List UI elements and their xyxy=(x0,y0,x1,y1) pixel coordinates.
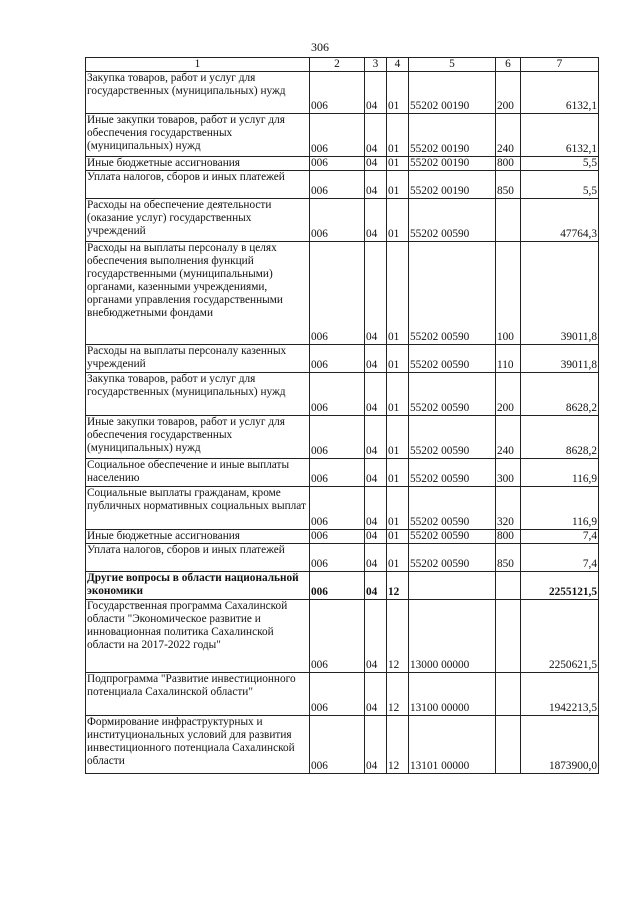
section-cell: 04 xyxy=(365,72,387,114)
subsection-cell: 12 xyxy=(387,600,409,673)
expense-type-cell: 240 xyxy=(496,416,521,459)
expense-type-cell: 200 xyxy=(496,373,521,416)
ministry-code-cell: 006 xyxy=(310,199,365,242)
subsection-cell: 12 xyxy=(387,716,409,774)
expense-name-cell: Социальное обеспечение и иные выплаты населению xyxy=(86,459,310,487)
ministry-code-cell: 006 xyxy=(310,459,365,487)
ministry-code-cell: 006 xyxy=(310,716,365,774)
expense-type-cell: 110 xyxy=(496,345,521,373)
expense-type-cell: 200 xyxy=(496,72,521,114)
expense-name-cell: Расходы на обеспечение деятельности (оказание услуг) государственных учреждений xyxy=(86,199,310,242)
ministry-code-cell: 006 xyxy=(310,373,365,416)
ministry-code-cell: 006 xyxy=(310,171,365,199)
table-row xyxy=(86,572,599,600)
amount-cell: 116,9 xyxy=(521,459,599,487)
ministry-code-cell: 006 xyxy=(310,345,365,373)
target-article-cell: 55202 00590 xyxy=(409,373,496,416)
expense-type-cell: 100 xyxy=(496,242,521,345)
subsection-cell: 01 xyxy=(387,157,409,171)
column-header: 4 xyxy=(387,58,409,72)
ministry-code-cell: 006 xyxy=(310,600,365,673)
expense-type-cell xyxy=(496,716,521,774)
column-header: 7 xyxy=(521,58,599,72)
section-cell: 04 xyxy=(365,716,387,774)
table-row xyxy=(86,72,599,114)
expense-name-cell: Государственная программа Сахалинской области "Экономическое развитие и инновационная политика Сахалинской области на 2017-2022 годы" xyxy=(86,600,310,673)
target-article-cell xyxy=(409,572,496,600)
table-row xyxy=(86,716,599,774)
ministry-code-cell: 006 xyxy=(310,544,365,572)
section-cell: 04 xyxy=(365,373,387,416)
expense-type-cell: 800 xyxy=(496,157,521,171)
expense-name-cell: Уплата налогов, сборов и иных платежей xyxy=(86,171,310,199)
ministry-code-cell: 006 xyxy=(310,416,365,459)
table-row xyxy=(86,673,599,716)
section-cell: 04 xyxy=(365,242,387,345)
table-row xyxy=(86,600,599,673)
expense-name-cell: Социальные выплаты гражданам, кроме публичных нормативных социальных выплат xyxy=(86,487,310,530)
expense-name-cell: Иные закупки товаров, работ и услуг для обеспечения государственных (муниципальных) нужд xyxy=(86,114,310,157)
page-number: 306 xyxy=(311,40,329,54)
ministry-code-cell: 006 xyxy=(310,72,365,114)
amount-cell: 8628,2 xyxy=(521,416,599,459)
amount-cell: 7,4 xyxy=(521,544,599,572)
table-row xyxy=(86,416,599,459)
amount-cell: 1942213,5 xyxy=(521,673,599,716)
expense-name-cell: Расходы на выплаты персоналу в целях обеспечения выполнения функций государственными (муниципальными) органами, казенными учреждениями, органами управления государственными внебюджетными фондами xyxy=(86,242,310,345)
expense-name-cell: Иные бюджетные ассигнования xyxy=(86,157,310,171)
ministry-code-cell: 006 xyxy=(310,114,365,157)
table-row xyxy=(86,487,599,530)
ministry-code-cell: 006 xyxy=(310,572,365,600)
table-row xyxy=(86,171,599,199)
target-article-cell: 55202 00590 xyxy=(409,544,496,572)
budget-table xyxy=(85,57,599,774)
expense-name-cell: Формирование инфраструктурных и институциональных условий для развития инвестиционного потенциала Сахалинской области xyxy=(86,716,310,774)
amount-cell: 2255121,5 xyxy=(521,572,599,600)
target-article-cell: 55202 00590 xyxy=(409,199,496,242)
subsection-cell: 12 xyxy=(387,673,409,716)
target-article-cell: 55202 00190 xyxy=(409,171,496,199)
amount-cell: 6132,1 xyxy=(521,72,599,114)
section-cell: 04 xyxy=(365,600,387,673)
table-row xyxy=(86,114,599,157)
subsection-cell: 01 xyxy=(387,544,409,572)
amount-cell: 2250621,5 xyxy=(521,600,599,673)
amount-cell: 116,9 xyxy=(521,487,599,530)
subsection-cell: 01 xyxy=(387,487,409,530)
expense-type-cell: 300 xyxy=(496,459,521,487)
expense-type-cell xyxy=(496,600,521,673)
column-header: 6 xyxy=(496,58,521,72)
column-header: 2 xyxy=(310,58,365,72)
amount-cell: 39011,8 xyxy=(521,345,599,373)
table-row xyxy=(86,544,599,572)
section-cell: 04 xyxy=(365,345,387,373)
expense-type-cell xyxy=(496,673,521,716)
target-article-cell: 13100 00000 xyxy=(409,673,496,716)
subsection-cell: 01 xyxy=(387,373,409,416)
expense-type-cell: 850 xyxy=(496,171,521,199)
section-cell: 04 xyxy=(365,157,387,171)
expense-name-cell: Другие вопросы в области национальной экономики xyxy=(86,572,310,600)
amount-cell: 7,4 xyxy=(521,530,599,544)
subsection-cell: 01 xyxy=(387,416,409,459)
table-row xyxy=(86,459,599,487)
subsection-cell: 01 xyxy=(387,171,409,199)
subsection-cell: 01 xyxy=(387,459,409,487)
expense-type-cell: 850 xyxy=(496,544,521,572)
table-header-row xyxy=(86,58,599,72)
table-row xyxy=(86,242,599,345)
target-article-cell: 55202 00190 xyxy=(409,157,496,171)
subsection-cell: 01 xyxy=(387,530,409,544)
table-row xyxy=(86,345,599,373)
table-row xyxy=(86,157,599,171)
expense-name-cell: Закупка товаров, работ и услуг для государственных (муниципальных) нужд xyxy=(86,72,310,114)
ministry-code-cell: 006 xyxy=(310,157,365,171)
table-row xyxy=(86,373,599,416)
ministry-code-cell: 006 xyxy=(310,487,365,530)
section-cell: 04 xyxy=(365,171,387,199)
target-article-cell: 55202 00590 xyxy=(409,487,496,530)
section-cell: 04 xyxy=(365,487,387,530)
section-cell: 04 xyxy=(365,673,387,716)
table-row xyxy=(86,199,599,242)
expense-name-cell: Расходы на выплаты персоналу казенных учреждений xyxy=(86,345,310,373)
expense-type-cell: 240 xyxy=(496,114,521,157)
section-cell: 04 xyxy=(365,459,387,487)
amount-cell: 6132,1 xyxy=(521,114,599,157)
expense-name-cell: Закупка товаров, работ и услуг для государственных (муниципальных) нужд xyxy=(86,373,310,416)
table-row xyxy=(86,530,599,544)
expense-type-cell xyxy=(496,572,521,600)
ministry-code-cell: 006 xyxy=(310,673,365,716)
target-article-cell: 55202 00190 xyxy=(409,72,496,114)
expense-type-cell: 800 xyxy=(496,530,521,544)
column-header: 1 xyxy=(86,58,310,72)
section-cell: 04 xyxy=(365,199,387,242)
subsection-cell: 01 xyxy=(387,345,409,373)
target-article-cell: 55202 00590 xyxy=(409,459,496,487)
target-article-cell: 55202 00190 xyxy=(409,114,496,157)
amount-cell: 5,5 xyxy=(521,157,599,171)
amount-cell: 47764,3 xyxy=(521,199,599,242)
expense-name-cell: Подпрограмма "Развитие инвестиционного потенциала Сахалинской области" xyxy=(86,673,310,716)
subsection-cell: 01 xyxy=(387,199,409,242)
target-article-cell: 55202 00590 xyxy=(409,416,496,459)
column-header: 3 xyxy=(365,58,387,72)
section-cell: 04 xyxy=(365,530,387,544)
section-cell: 04 xyxy=(365,114,387,157)
amount-cell: 8628,2 xyxy=(521,373,599,416)
section-cell: 04 xyxy=(365,572,387,600)
target-article-cell: 55202 00590 xyxy=(409,345,496,373)
ministry-code-cell: 006 xyxy=(310,530,365,544)
section-cell: 04 xyxy=(365,416,387,459)
subsection-cell: 01 xyxy=(387,72,409,114)
expense-type-cell xyxy=(496,199,521,242)
expense-type-cell: 320 xyxy=(496,487,521,530)
target-article-cell: 13101 00000 xyxy=(409,716,496,774)
subsection-cell: 01 xyxy=(387,242,409,345)
target-article-cell: 55202 00590 xyxy=(409,242,496,345)
target-article-cell: 13000 00000 xyxy=(409,600,496,673)
section-cell: 04 xyxy=(365,544,387,572)
amount-cell: 39011,8 xyxy=(521,242,599,345)
table-body xyxy=(86,72,599,774)
expense-name-cell: Иные закупки товаров, работ и услуг для обеспечения государственных (муниципальных) нужд xyxy=(86,416,310,459)
subsection-cell: 12 xyxy=(387,572,409,600)
column-header: 5 xyxy=(409,58,496,72)
expense-name-cell: Иные бюджетные ассигнования xyxy=(86,530,310,544)
amount-cell: 1873900,0 xyxy=(521,716,599,774)
amount-cell: 5,5 xyxy=(521,171,599,199)
subsection-cell: 01 xyxy=(387,114,409,157)
target-article-cell: 55202 00590 xyxy=(409,530,496,544)
expense-name-cell: Уплата налогов, сборов и иных платежей xyxy=(86,544,310,572)
ministry-code-cell: 006 xyxy=(310,242,365,345)
